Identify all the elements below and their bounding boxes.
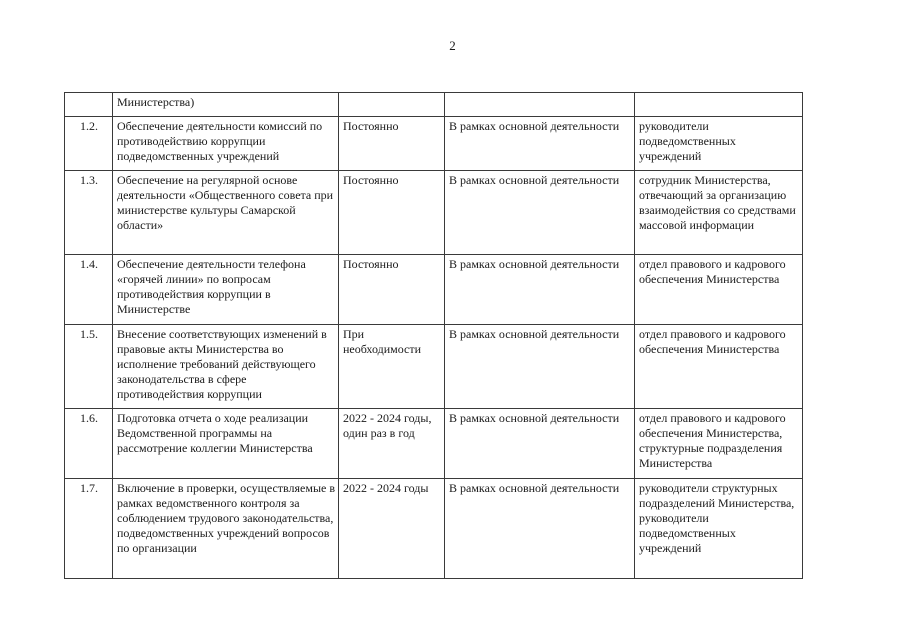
- row-number: 1.7.: [65, 479, 113, 579]
- row-number: 1.4.: [65, 255, 113, 325]
- funding-cell: В рамках основной деятельности: [445, 479, 635, 579]
- measures-table: [64, 92, 803, 579]
- row-number: 1.6.: [65, 409, 113, 479]
- activity-cell: Обеспечение на регулярной основе деятельности «Общественного совета при министерстве культуры Самарской области»: [113, 171, 339, 255]
- responsible-cell: руководители подведомственных учреждений: [635, 117, 803, 171]
- page-number: 2: [449, 38, 456, 53]
- activity-cell: Обеспечение деятельности комиссий по противодействию коррупции подведомственных учреждений: [113, 117, 339, 171]
- activity-cell: Обеспечение деятельности телефона «горячей линии» по вопросам противодействия коррупции в Министерстве: [113, 255, 339, 325]
- activity-cell: Внесение соответствующих изменений в правовые акты Министерства во исполнение требований действующего законодательства в сфере противодействия коррупции: [113, 325, 339, 409]
- deadline-cell: При необходимости: [339, 325, 445, 409]
- row-number: [65, 93, 113, 117]
- deadline-cell: 2022 - 2024 годы, один раз в год: [339, 409, 445, 479]
- funding-cell: [445, 93, 635, 117]
- responsible-cell: руководители структурных подразделений Министерства, руководители подведомственных учреждений: [635, 479, 803, 579]
- deadline-cell: [339, 93, 445, 117]
- responsible-cell: отдел правового и кадрового обеспечения Министерства, структурные подразделения Министерства: [635, 409, 803, 479]
- row-number: 1.5.: [65, 325, 113, 409]
- table-row: [65, 255, 803, 325]
- deadline-cell: 2022 - 2024 годы: [339, 479, 445, 579]
- funding-cell: В рамках основной деятельности: [445, 171, 635, 255]
- table-row: [65, 117, 803, 171]
- funding-cell: В рамках основной деятельности: [445, 409, 635, 479]
- activity-cell: Включение в проверки, осуществляемые в рамках ведомственного контроля за соблюдением трудового законодательства, подведомственных учреждений вопросов по организации: [113, 479, 339, 579]
- funding-cell: В рамках основной деятельности: [445, 117, 635, 171]
- responsible-cell: [635, 93, 803, 117]
- funding-cell: В рамках основной деятельности: [445, 325, 635, 409]
- table-row: [65, 171, 803, 255]
- row-number: 1.2.: [65, 117, 113, 171]
- table-row: [65, 409, 803, 479]
- deadline-cell: Постоянно: [339, 171, 445, 255]
- table-row: [65, 325, 803, 409]
- table-row: [65, 479, 803, 579]
- responsible-cell: сотрудник Министерства, отвечающий за организацию взаимодействия со средствами массовой информации: [635, 171, 803, 255]
- table-row-continuation: [65, 93, 803, 117]
- row-number: 1.3.: [65, 171, 113, 255]
- responsible-cell: отдел правового и кадрового обеспечения Министерства: [635, 255, 803, 325]
- activity-cell: Подготовка отчета о ходе реализации Ведомственной программы на рассмотрение коллегии Министерства: [113, 409, 339, 479]
- responsible-cell: отдел правового и кадрового обеспечения Министерства: [635, 325, 803, 409]
- deadline-cell: Постоянно: [339, 255, 445, 325]
- activity-cell: Министерства): [113, 93, 339, 117]
- funding-cell: В рамках основной деятельности: [445, 255, 635, 325]
- deadline-cell: Постоянно: [339, 117, 445, 171]
